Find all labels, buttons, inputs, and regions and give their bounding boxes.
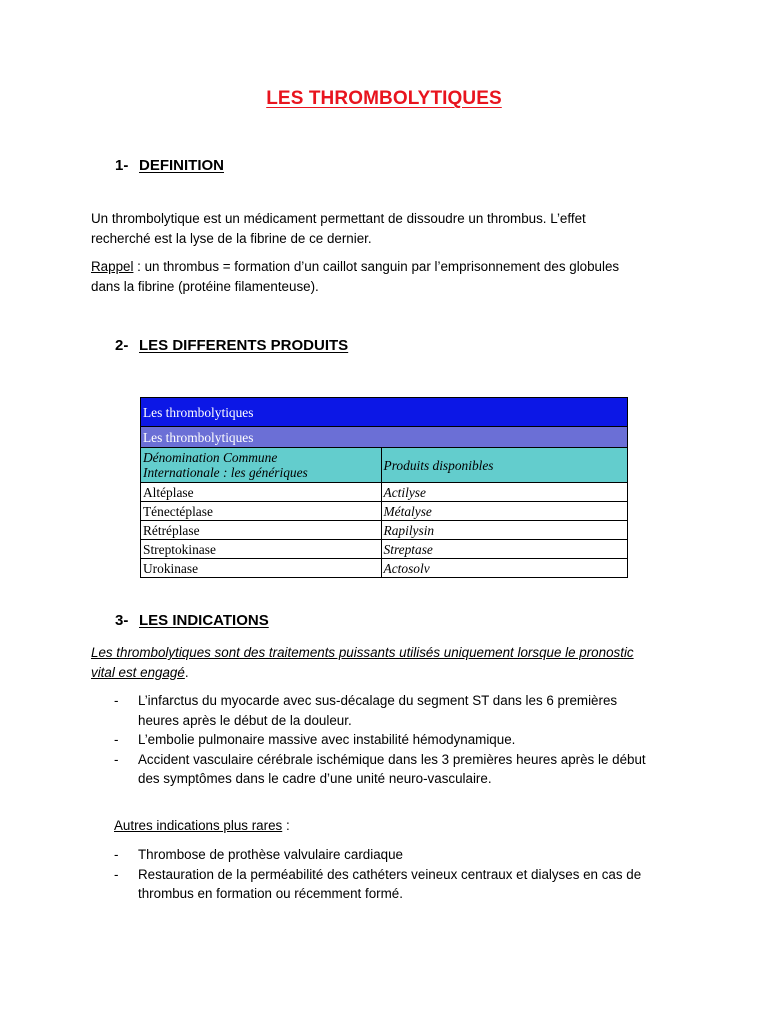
produit-cell: Métalyse: [381, 502, 627, 521]
table-row: [141, 559, 628, 578]
section-number: 1-: [115, 157, 129, 174]
paragraph-line: : un thrombus = formation d’un caillot sanguin par l’emprisonnement des globules: [133, 259, 620, 274]
list-item-line: - L’infarctus du myocarde avec sus-décalage du segment ST dans les 6 premières: [138, 693, 618, 708]
header-line: Dénomination Commune: [143, 450, 278, 465]
section-title: LES INDICATIONS: [139, 612, 269, 629]
dci-cell: Ténectéplase: [141, 502, 382, 521]
list-item-line: - L’embolie pulmonaire massive avec instabilité hémodynamique.: [138, 732, 516, 747]
section-heading-indications: [115, 612, 269, 629]
section-title: DEFINITION: [139, 157, 224, 174]
produit-cell: Streptase: [381, 540, 627, 559]
column-header-produits: Produits disponibles: [381, 448, 627, 483]
table-subcaption: Les thrombolytiques: [141, 427, 628, 448]
table-header-row: [141, 448, 628, 483]
section-heading-produits: [115, 337, 348, 354]
list-item-line: - Thrombose de prothèse valvulaire cardiaque: [138, 847, 403, 862]
dci-cell: Altéplase: [141, 483, 382, 502]
dci-cell: Urokinase: [141, 559, 382, 578]
paragraph-line: dans la fibrine (protéine filamenteuse).: [91, 278, 319, 294]
section-number: 2-: [115, 337, 129, 354]
autres-indications-list: [114, 845, 694, 904]
header-line: Internationale : les génériques: [143, 465, 308, 480]
column-header-dci: [141, 448, 382, 483]
indications-list: [114, 691, 694, 789]
table-caption: Les thrombolytiques: [141, 398, 628, 427]
produit-cell: Rapilysin: [381, 521, 627, 540]
list-item-line: - Restauration de la perméabilité des cathéters veineux centraux et dialyses en cas de: [138, 866, 642, 882]
paragraph-line: recherché est la lyse de la fibrine de ce dernier.: [91, 230, 372, 246]
produit-cell: Actilyse: [381, 483, 627, 502]
dci-cell: Streptokinase: [141, 540, 382, 559]
dci-cell: Rétréplase: [141, 521, 382, 540]
autres-indications-heading: [114, 816, 290, 836]
rappel-paragraph: [91, 257, 691, 296]
thrombolytics-table: [140, 397, 628, 578]
autres-label: Autres indications plus rares: [114, 818, 283, 833]
section-heading-definition: [115, 157, 224, 174]
list-item: [114, 845, 694, 865]
list-item: [114, 730, 694, 750]
autres-colon: :: [282, 818, 290, 833]
paragraph-punctuation: .: [184, 664, 189, 680]
paragraph-line: Un thrombolytique est un médicament permettant de dissoudre un thrombus. L’effet: [91, 211, 586, 226]
list-item: [114, 865, 694, 904]
section-number: 3-: [115, 612, 129, 629]
list-item-line: heures après le début de la douleur.: [138, 712, 352, 728]
list-item-line: thrombus en formation ou récemment formé.: [138, 886, 403, 901]
table-row: [141, 502, 628, 521]
definition-paragraph: [91, 209, 691, 248]
table-row: [141, 521, 628, 540]
paragraph-line: vital est engagé: [91, 664, 185, 680]
paragraph-line: Les thrombolytiques sont des traitements puissants utilisés uniquement lorsque le pronostic: [91, 645, 634, 660]
list-item: [114, 750, 694, 789]
section-title: LES DIFFERENTS PRODUITS: [139, 337, 349, 354]
table-caption-row: [141, 398, 628, 427]
list-item-line: des symptômes dans le cadre d’une unité neuro-vasculaire.: [138, 771, 492, 786]
rappel-label: Rappel: [91, 259, 134, 274]
list-item: [114, 691, 694, 730]
indications-intro: [91, 643, 691, 682]
page-title: LES THROMBOLYTIQUES: [266, 88, 502, 109]
table-row: [141, 483, 628, 502]
list-item-line: - Accident vasculaire cérébrale ischémique dans les 3 premières heures après le début: [138, 751, 646, 767]
produit-cell: Actosolv: [381, 559, 627, 578]
table-subcaption-row: [141, 427, 628, 448]
table-row: [141, 540, 628, 559]
